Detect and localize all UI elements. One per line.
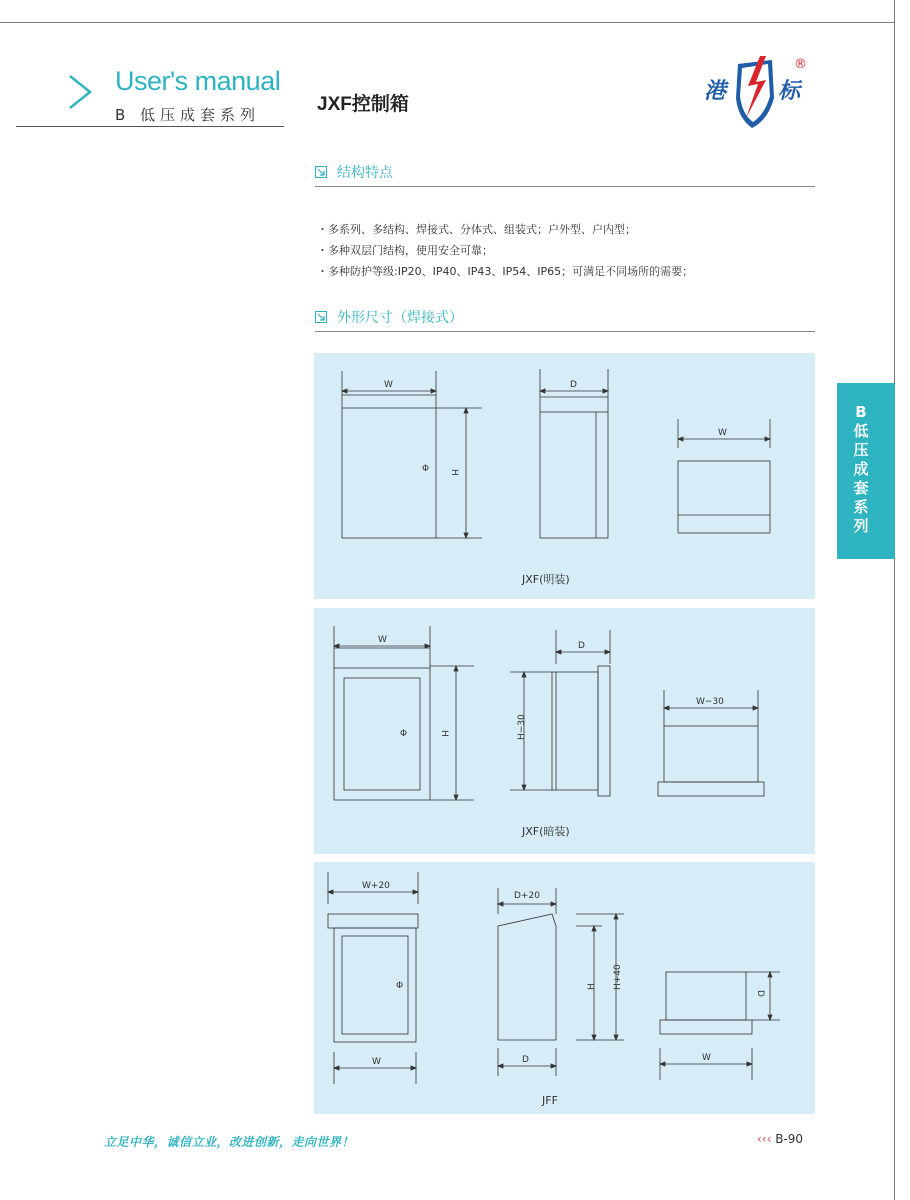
manual-subtitle: B 低压成套系列 — [115, 106, 261, 124]
svg-text:D: D — [755, 990, 765, 997]
side-tab[interactable] — [837, 383, 895, 559]
svg-text:Φ: Φ — [422, 464, 430, 474]
footer-slogan: 立足中华，诚信立业，改进创新，走向世界！ — [104, 1135, 355, 1149]
page-number — [757, 1132, 803, 1146]
side-tab-label: B低压成套系列 — [853, 403, 869, 535]
svg-text:H: H — [449, 469, 459, 476]
dimension-panel-surface — [314, 353, 815, 599]
svg-text:H: H — [439, 730, 449, 737]
feature-item: ・多种双层门结构，使用安全可靠； — [317, 244, 493, 257]
panel-caption: JFF — [542, 1094, 558, 1107]
dimension-panel-jff — [314, 862, 815, 1114]
section-header-features — [315, 164, 815, 187]
svg-text:港: 港 — [704, 79, 727, 104]
svg-text:H+40: H+40 — [613, 964, 623, 990]
page-arrows-icon: ‹‹‹ — [757, 1132, 772, 1146]
section-title-dimensions: 外形尺寸（焊接式） — [337, 310, 463, 326]
svg-text:H: H — [587, 983, 597, 990]
svg-text:Φ: Φ — [396, 981, 404, 991]
panel-caption: JXF(明装) — [522, 573, 570, 586]
manual-title: User's manual — [115, 66, 281, 96]
section-header-dimensions — [315, 309, 815, 332]
svg-text:D: D — [570, 380, 577, 390]
svg-text:Φ: Φ — [400, 729, 408, 739]
svg-text:D+20: D+20 — [514, 891, 540, 901]
brand-logo — [702, 52, 820, 132]
drawing-surface-mount — [314, 353, 815, 599]
product-title: JXF控制箱 — [317, 94, 409, 115]
svg-text:H−30: H−30 — [517, 714, 527, 740]
section-title-features: 结构特点 — [337, 165, 393, 181]
svg-text:W: W — [372, 1057, 381, 1067]
page-top-border — [0, 22, 894, 23]
svg-text:W: W — [702, 1053, 711, 1063]
feature-item: ・多种防护等级:IP20、IP40、IP43、IP54、IP65；可满足不同场所的需要； — [317, 265, 694, 278]
chevron-right-icon — [66, 72, 94, 112]
arrow-box-icon — [315, 166, 327, 178]
svg-text:D: D — [522, 1055, 529, 1065]
page-number-text: B-90 — [775, 1132, 804, 1146]
svg-text:标: 标 — [778, 79, 801, 104]
svg-text:D: D — [578, 641, 585, 651]
svg-text:W: W — [718, 428, 727, 438]
svg-text:W+20: W+20 — [362, 881, 390, 891]
panel-caption: JXF(暗装) — [522, 825, 570, 838]
dimension-panel-flush — [314, 608, 815, 854]
svg-text:W: W — [378, 635, 387, 645]
svg-text:®: ® — [794, 57, 807, 72]
page-right-border — [894, 0, 895, 1200]
logo-shield-icon — [702, 52, 820, 132]
svg-text:W−30: W−30 — [696, 697, 724, 707]
feature-item: ・多系列、多结构、焊接式、分体式、组装式；户外型、户内型； — [317, 223, 636, 236]
arrow-box-icon — [315, 311, 327, 323]
drawing-jff — [314, 862, 815, 1114]
drawing-flush-mount — [314, 608, 815, 854]
header-divider — [16, 126, 284, 127]
svg-text:W: W — [384, 380, 393, 390]
